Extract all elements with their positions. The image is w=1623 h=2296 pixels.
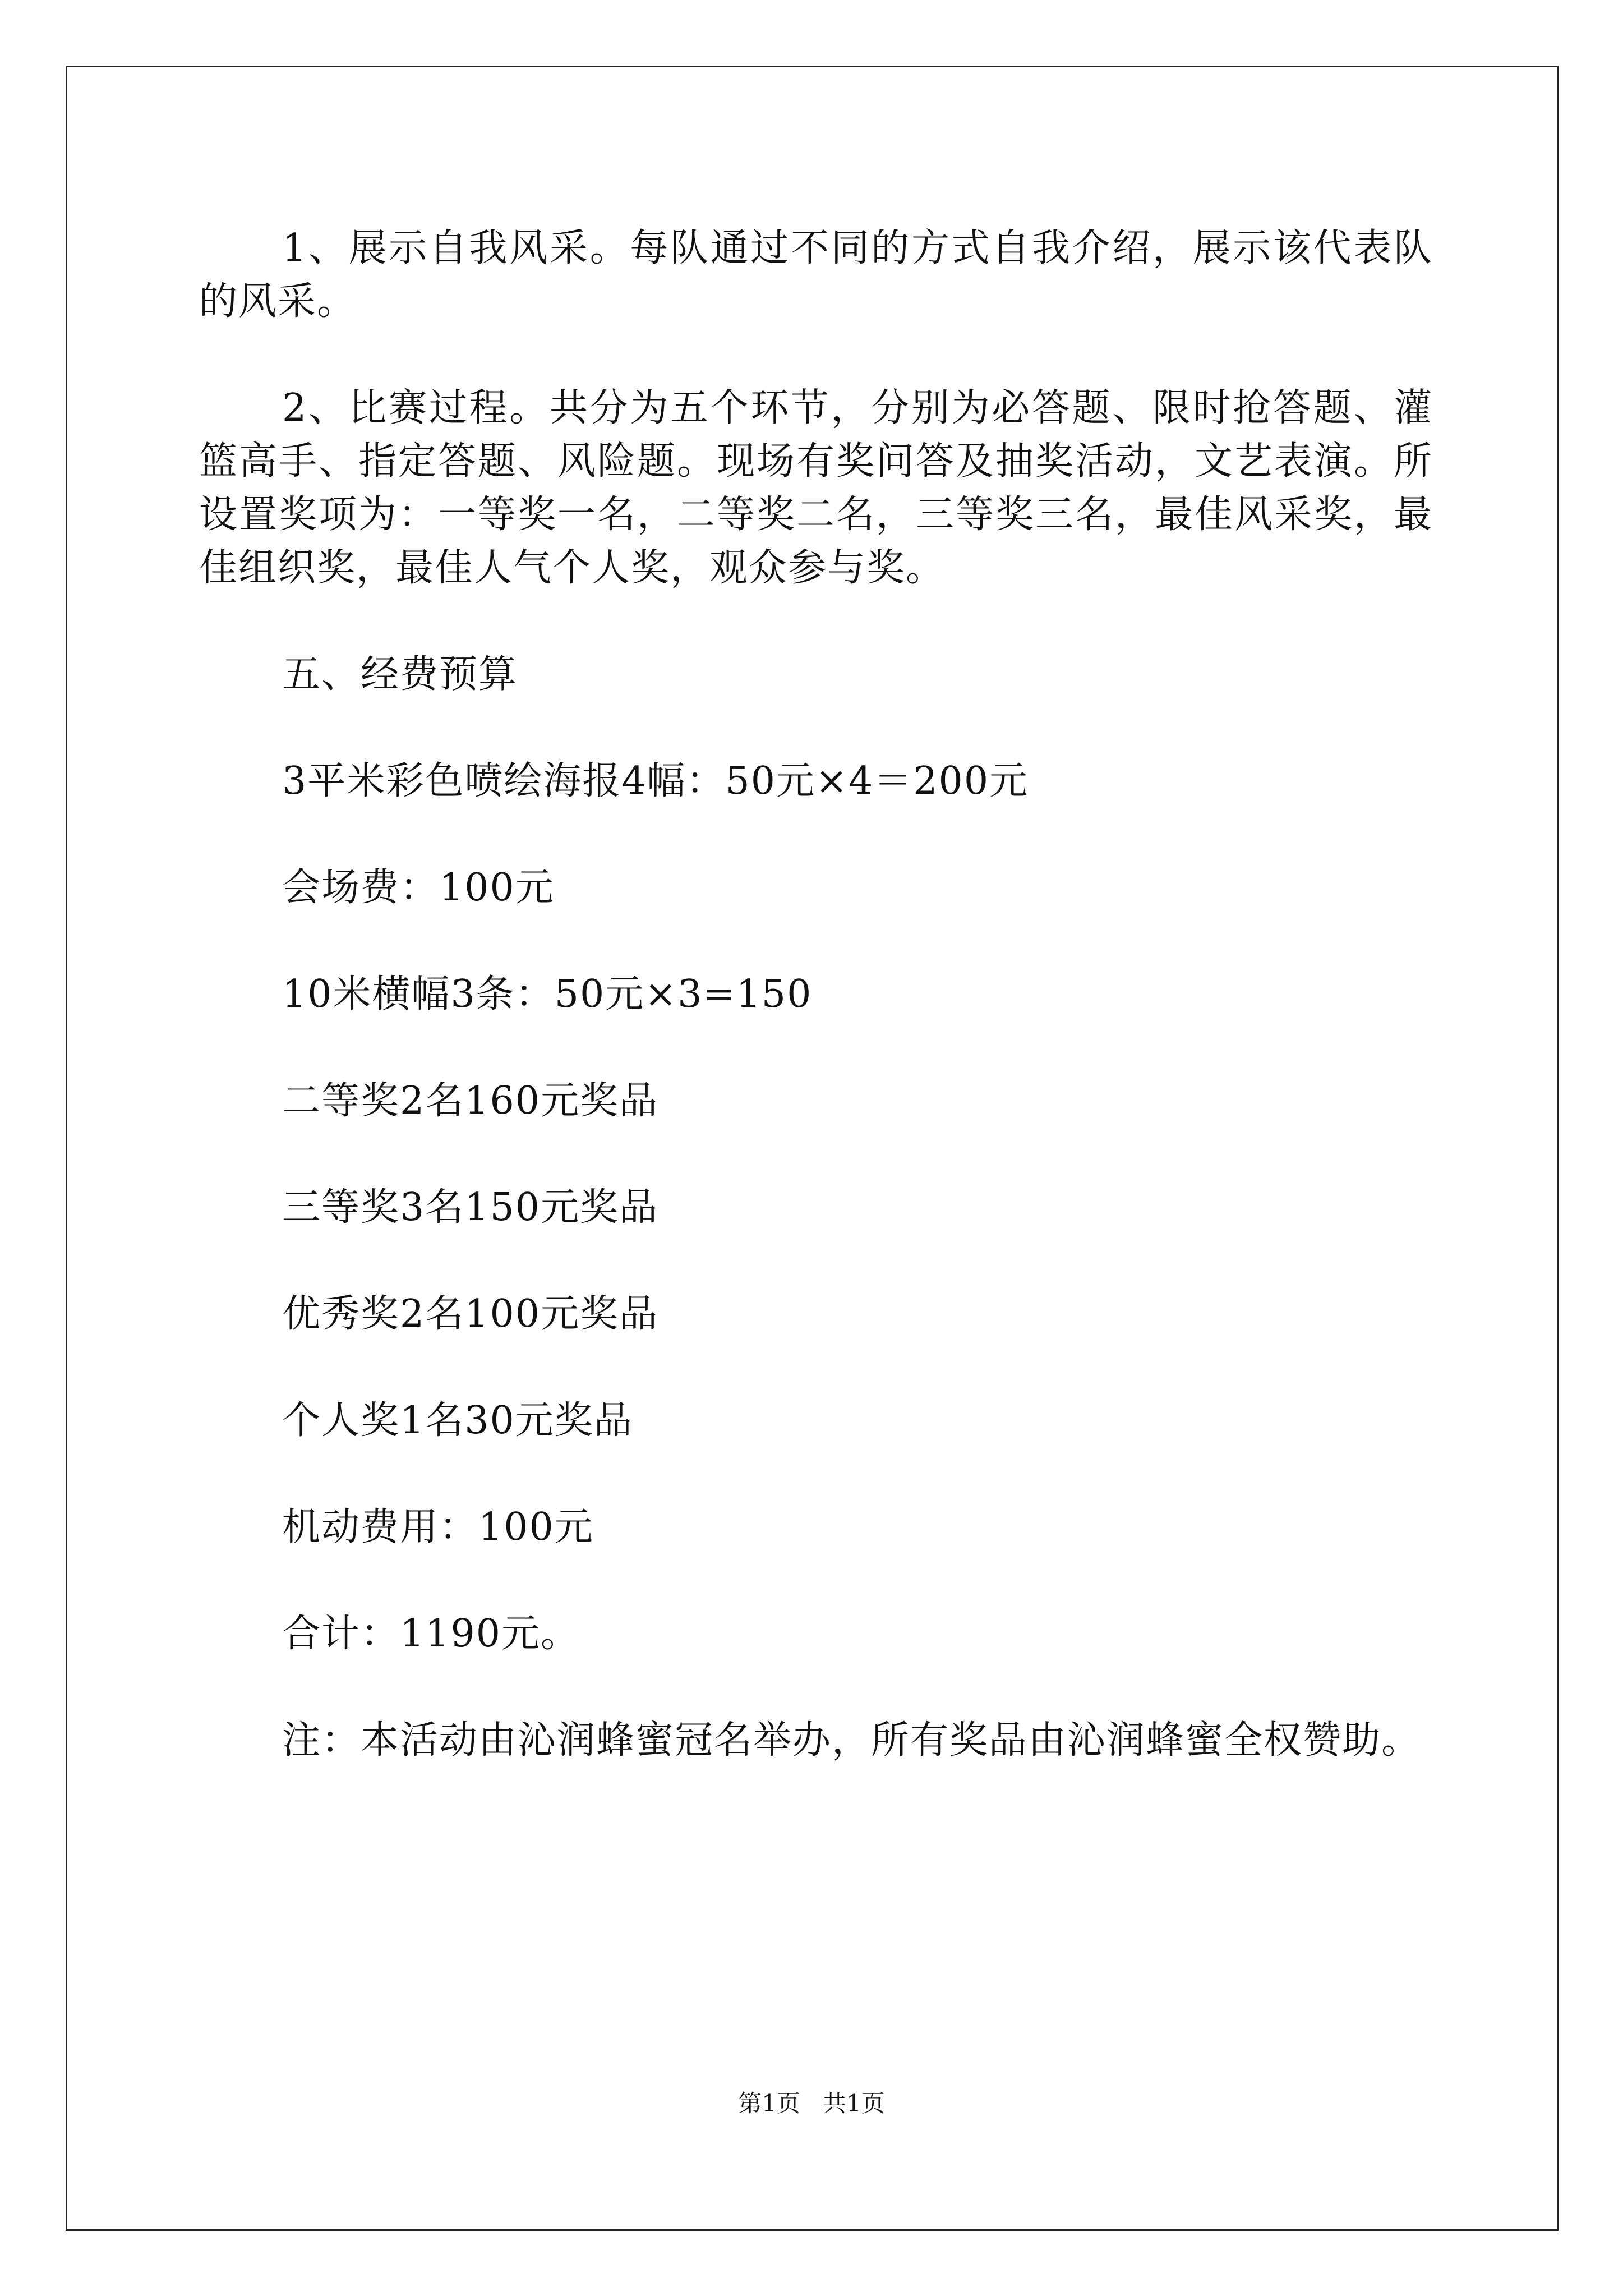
budget-item-banners: 10米横幅3条：50元×3=150 <box>282 972 813 1016</box>
budget-item-venue: 会场费：100元 <box>282 866 555 910</box>
page-number-total: 共1页 <box>823 2090 885 2117</box>
document-body <box>199 222 1433 1820</box>
page-footer <box>0 2087 1623 2120</box>
paragraph-competition-process: 2、比赛过程。共分为五个环节，分别为必答题、限时抢答题、灌篮高手、指定答题、风险题。现场有奖问答及抽奖活动，文艺表演。所设置奖项为：一等奖一名，二等奖二名，三等奖三名，最佳风采奖，最佳组织奖，最佳人气个人奖，观众参与奖。 <box>199 386 1433 590</box>
page-number-current: 第1页 <box>738 2090 800 2117</box>
budget-item-contingency: 机动费用：100元 <box>282 1505 594 1549</box>
budget-item-third-prize: 三等奖3名150元奖品 <box>282 1185 659 1230</box>
budget-total: 合计：1190元。 <box>282 1612 580 1656</box>
budget-item-excellence-prize: 优秀奖2名100元奖品 <box>282 1292 659 1336</box>
budget-item-posters: 3平米彩色喷绘海报4幅：50元×4＝200元 <box>282 759 1029 803</box>
budget-item-second-prize: 二等奖2名160元奖品 <box>282 1079 659 1123</box>
paragraph-self-introduction: 1、展示自我风采。每队通过不同的方式自我介绍，展示该代表队的风采。 <box>199 226 1433 324</box>
sponsor-note: 注：本活动由沁润蜂蜜冠名举办，所有奖品由沁润蜂蜜全权赞助。 <box>282 1718 1421 1763</box>
budget-item-individual-prize: 个人奖1名30元奖品 <box>282 1398 633 1443</box>
section-heading-budget: 五、经费预算 <box>282 652 518 697</box>
